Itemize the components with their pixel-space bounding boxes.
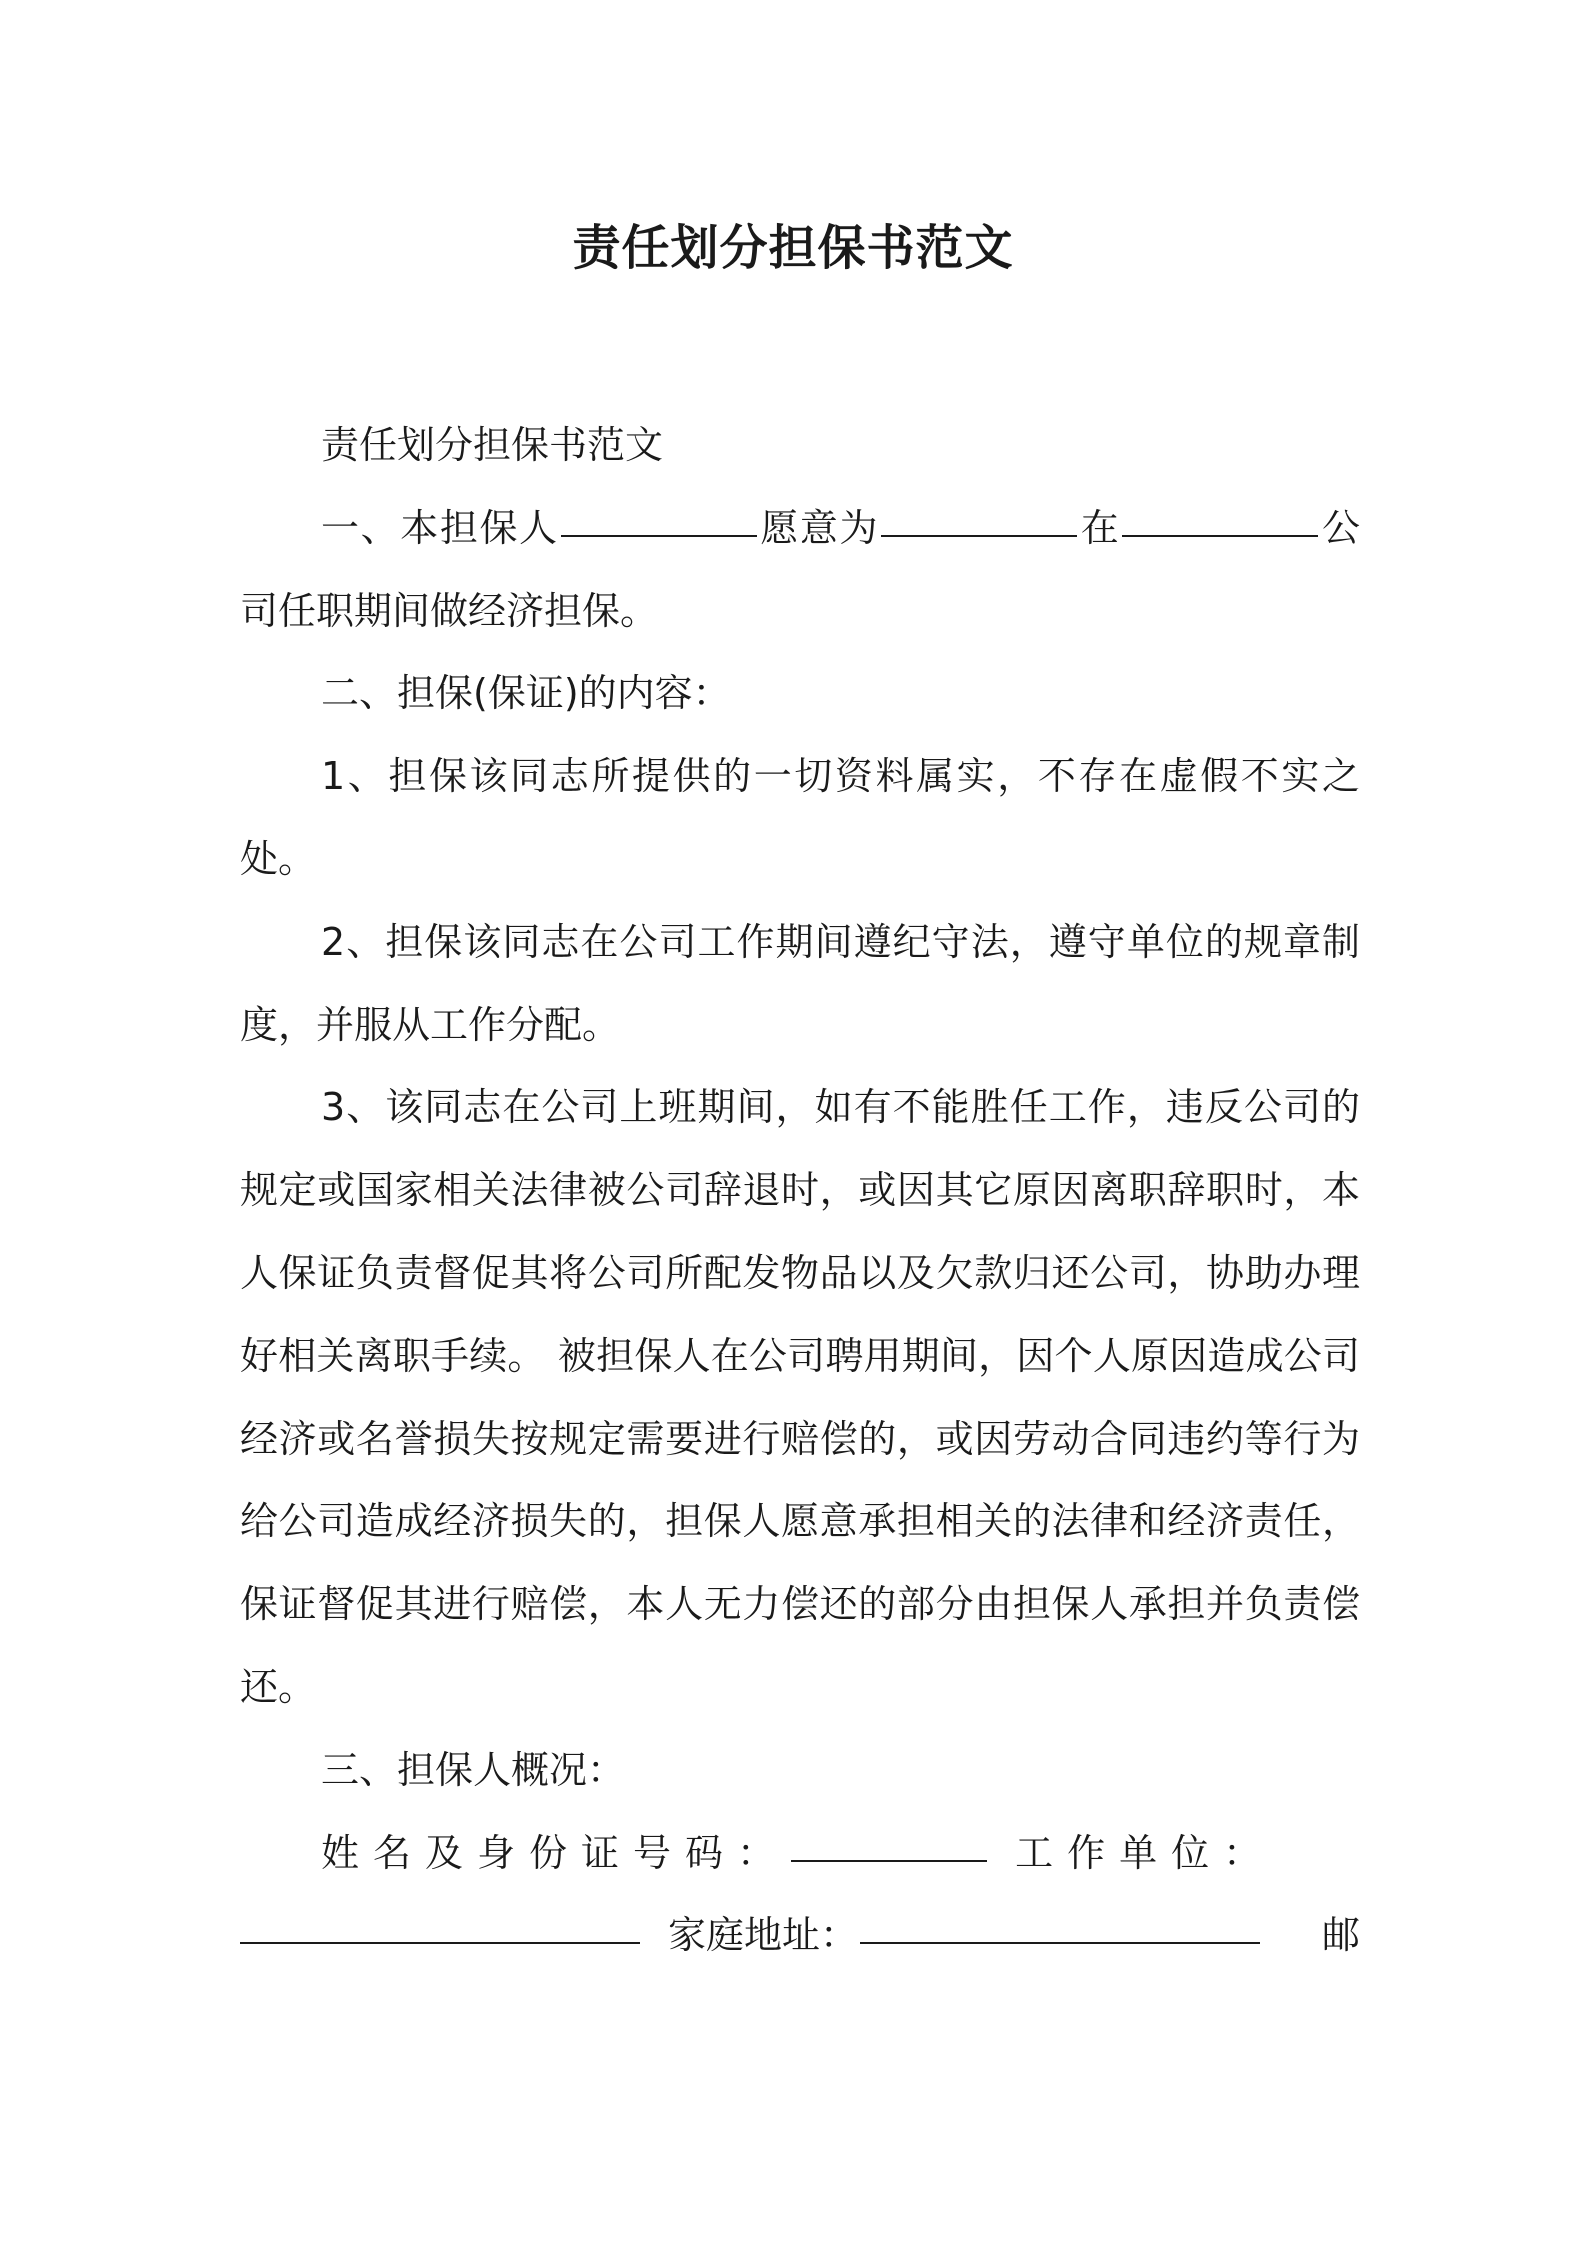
section-1-mid2: 在 bbox=[1079, 505, 1121, 550]
overview-line-1 bbox=[240, 1812, 1360, 1895]
company-blank bbox=[1122, 491, 1318, 537]
work-unit-label: 工作单位： bbox=[1015, 1830, 1276, 1875]
section-1-suffix: 公司任职期间做经济担保。 bbox=[240, 505, 1360, 633]
postal-label: 邮 bbox=[1321, 1913, 1360, 1958]
section-1-prefix: 一、本担保人 bbox=[321, 505, 559, 550]
work-unit-blank bbox=[240, 1898, 640, 1944]
item-3-paragraph: 3、该同志在公司上班期间，如有不能胜任工作，违反公司的规定或国家相关法律被公司辞退时，或因其它原因离职辞职时，本人保证负责督促其将公司所配发物品以及欠款归还公司，协助办理好相关离职手续。 被担保人在公司聘用期间，因个人原因造成公司经济或名誉损失按规定需要进行赔偿的，或因劳动合同违约等行为给公司造成经济损失的，担保人愿意承担相关的法律和经济责任，保证督促其进行赔偿，本人无力偿还的部分由担保人承担并负责偿还。 bbox=[240, 1085, 1360, 1709]
address-label: 家庭地址： bbox=[668, 1913, 859, 1958]
guarantor-name-blank bbox=[561, 491, 757, 537]
document-title: 责任划分担保书范文 bbox=[572, 220, 1014, 276]
section-3-title: 三、担保人概况： bbox=[321, 1747, 626, 1792]
section-1-paragraph bbox=[240, 487, 1360, 653]
id-number-blank bbox=[791, 1816, 987, 1862]
overview-line-2 bbox=[240, 1894, 1360, 1977]
id-label: 姓名及身份证号码： bbox=[321, 1830, 790, 1875]
address-blank bbox=[860, 1898, 1260, 1944]
section-1-mid1: 愿意为 bbox=[758, 505, 880, 550]
guaranteed-person-blank bbox=[881, 491, 1077, 537]
item-2-paragraph: 2、担保该同志在公司工作期间遵纪守法，遵守单位的规章制度，并服从工作分配。 bbox=[240, 919, 1360, 1047]
section-2-title: 二、担保(保证)的内容： bbox=[321, 671, 731, 716]
document-heading: 责任划分担保书范文 bbox=[321, 423, 664, 467]
document-body bbox=[240, 404, 1360, 1977]
item-1-paragraph: 1、担保该同志所提供的一切资料属实，不存在虚假不实之处。 bbox=[240, 754, 1360, 881]
